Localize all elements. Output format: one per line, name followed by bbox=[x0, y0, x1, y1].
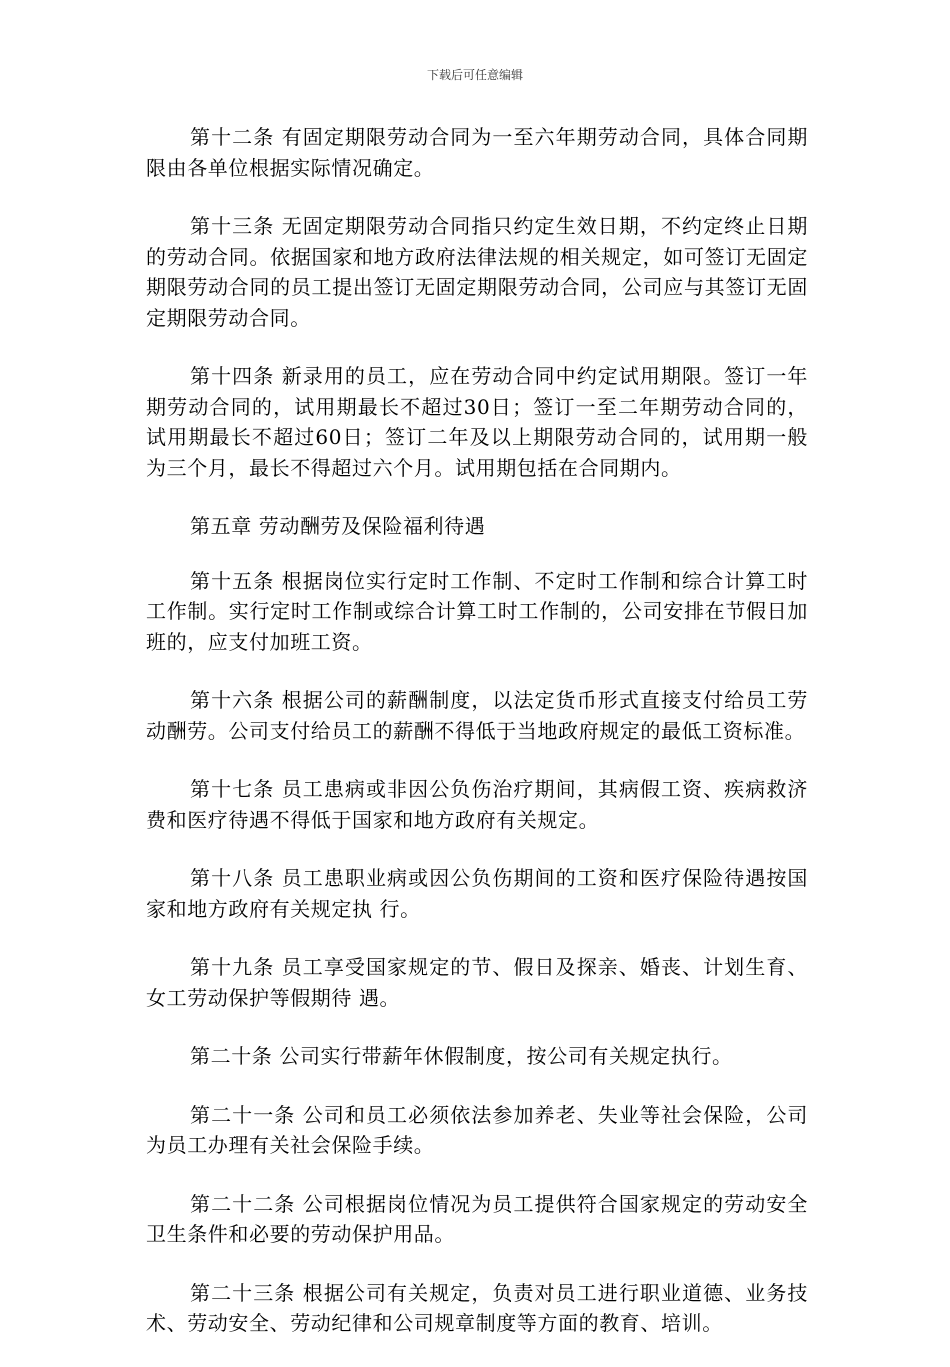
article-20: 第二十条 公司实行带薪年休假制度，按公司有关规定执行。 bbox=[190, 1044, 733, 1068]
article-22: 第二十二条 公司根据岗位情况为员工提供符合国家规定的劳动安全卫生条件和必要的劳动保护用品。 bbox=[146, 1191, 808, 1246]
article-23: 第二十三条 根据公司有关规定，负责对员工进行职业道德、业务技术、劳动安全、劳动纪律和公司规章制度等方面的教育、培训。 bbox=[146, 1280, 808, 1335]
page-header: 下载后可任意编辑 bbox=[426, 68, 523, 82]
article-19: 第十九条 员工享受国家规定的节、假日及探亲、婚丧、计划生育、女工劳动保护等假期待 遇。 bbox=[146, 955, 808, 1010]
article-21: 第二十一条 公司和员工必须依法参加养老、失业等社会保险，公司为员工办理有关社会保险手续。 bbox=[146, 1102, 808, 1157]
article-18: 第十八条 员工患职业病或因公负伤期间的工资和医疗保险待遇按国家和地方政府有关规定执 行。 bbox=[146, 866, 808, 921]
article-12: 第十二条 有固定期限劳动合同为一至六年期劳动合同，具体合同期限由各单位根据实际情况确定。 bbox=[146, 125, 808, 180]
article-14: 第十四条 新录用的员工，应在劳动合同中约定试用期限。签订一年期劳动合同的，试用期最长不超过30日；签订一至二年期劳动合同的，试用期最长不超过60日；签订二年及以上期限劳动合同的，试用期一般为三个月，最长不得超过六个月。试用期包括在合同期内。 bbox=[146, 364, 808, 480]
article-13: 第十三条 无固定期限劳动合同指只约定生效日期，不约定终止日期的劳动合同。依据国家和地方政府法律法规的相关规定，如可签订无固定期限劳动合同的员工提出签订无固定期限劳动合同，公司应与其签订无固定期限劳动合同。 bbox=[146, 214, 808, 330]
article-16: 第十六条 根据公司的薪酬制度，以法定货币形式直接支付给员工劳动酬劳。公司支付给员工的薪酬不得低于当地政府规定的最低工资标准。 bbox=[146, 688, 808, 743]
article-17: 第十七条 员工患病或非因公负伤治疗期间，其病假工资、疾病救济费和医疗待遇不得低于国家和地方政府有关规定。 bbox=[146, 777, 808, 832]
document-body bbox=[146, 122, 808, 1367]
article-15: 第十五条 根据岗位实行定时工作制、不定时工作制和综合计算工时工作制。实行定时工作制或综合计算工时工作制的，公司安排在节假日加班的，应支付加班工资。 bbox=[146, 568, 808, 654]
chapter-5-heading: 第五章 劳动酬劳及保险福利待遇 bbox=[190, 514, 486, 538]
